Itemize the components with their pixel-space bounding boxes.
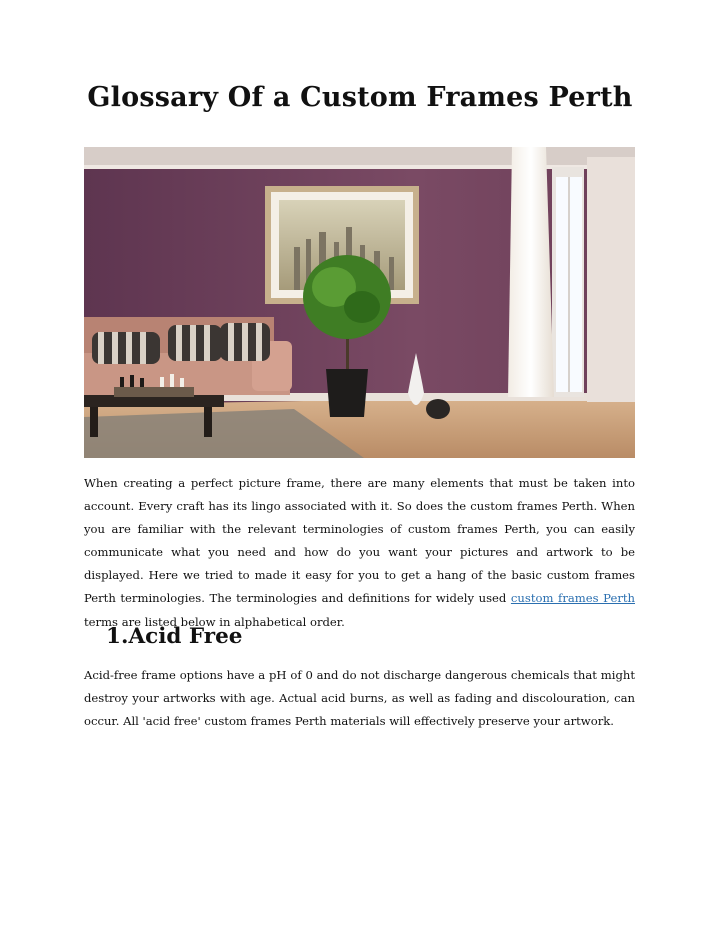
intro-text-before-link: When creating a perfect picture frame, there are many elements that must be taken into account. Every craft has its lingo associated with it. So does the custom frames Perth. When you are familiar with the relevant terminologies of custom frames Perth, you can easily communicate what you need and how do you want your pictures and artwork to be displayed. Here we tried to made it easy for you to get a hang of the basic custom frames Perth terminologies. The terminologies and definitions for widely used: [84, 476, 635, 606]
section-heading-acid-free: 1.Acid Free: [106, 624, 243, 649]
section-body-acid-free: Acid-free frame options have a pH of 0 and do not discharge dangerous chemicals that might destroy your artworks with age. Actual acid burns, as well as fading and discolouration, can occur. All 'acid free' custom frames Perth materials will effectively preserve your artwork.: [84, 668, 635, 729]
living-room-illustration: [84, 147, 635, 458]
intro-text-after-link: terms are listed below in alphabetical order.: [84, 614, 345, 629]
intro-paragraph: [84, 472, 635, 634]
hero-image: [84, 147, 635, 458]
custom-frames-perth-link[interactable]: custom frames Perth: [510, 591, 635, 606]
page-title: Glossary Of a Custom Frames Perth: [87, 82, 633, 113]
